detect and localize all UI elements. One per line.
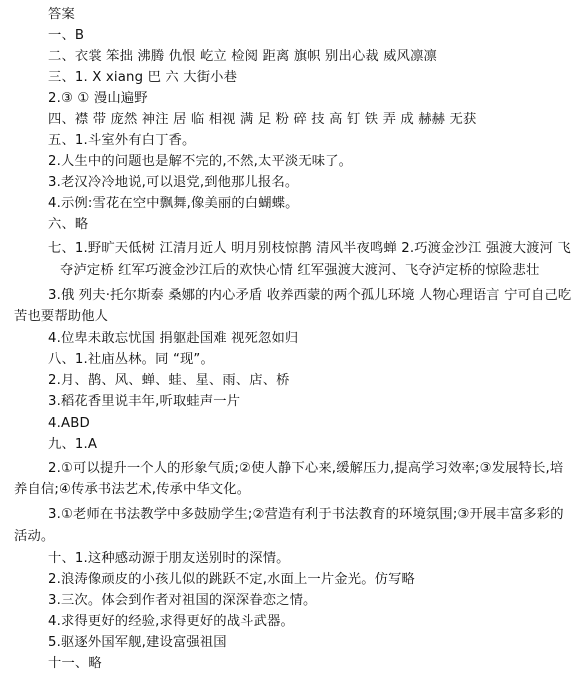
answer-section-4: 四、襟 带 庞然 神注 居 临 相视 满 足 粉 碎 技 高 钉 铁 弄 成 赫赫 无获 <box>48 112 477 128</box>
answer-section-10-q3: 3.三次。体会到作者对祖国的深深眷恋之情。 <box>48 592 317 608</box>
answer-section-10-q2: 2.浪涛像顽皮的小孩儿似的跳跃不定,水面上一片金光。仿写略 <box>48 571 415 587</box>
answer-section-8-q2: 2.月、鹊、风、蝉、蛙、星、雨、店、桥 <box>48 373 290 389</box>
answer-section-8-q1: 八、1.社庙丛林。同 “现”。 <box>48 352 214 368</box>
answer-section-3-q2: 2.③ ① 漫山遍野 <box>48 91 148 107</box>
answer-section-9-q2-text: 2.①可以提升一个人的形象气质;②使人静下心来,缓解压力,提高学习效率;③发展特长,培养自信;④传承书法艺术,传承中华文化。 <box>14 460 564 498</box>
answer-section-9-q3 <box>14 504 575 547</box>
answer-section-7-q1-q2 <box>48 238 575 281</box>
answer-section-11: 十一、略 <box>48 655 102 671</box>
answer-section-7-q3-text: 3.俄 列夫·托尔斯泰 桑娜的内心矛盾 收养西蒙的两个孤儿环境 人物心理语言 宁可自己吃苦也要帮助他人 <box>14 287 572 325</box>
answer-section-5-q3: 3.老汉冷冷地说,可以退党,到他那儿报名。 <box>48 175 299 191</box>
answer-section-9-q2 <box>14 458 575 501</box>
answer-section-7-q1-q2-text: 七、1.野旷天低树 江清月近人 明月别枝惊鹊 清风半夜鸣蝉 2.巧渡金沙江 强渡大渡河 飞夺泸定桥 红军巧渡金沙江后的欢快心情 红军强渡大渡河、飞夺泸定桥的惊险悲壮 <box>48 241 571 278</box>
answer-section-10-q1: 十、1.这种感动源于朋友送别时的深情。 <box>48 550 290 566</box>
answer-section-2: 二、衣裳 笨拙 沸腾 仇恨 屹立 检阅 距离 旗帜 别出心裁 威风凛凛 <box>48 49 438 65</box>
answer-section-7-q4: 4.位卑未敢忘忧国 捐躯赴国难 视死忽如归 <box>48 331 299 347</box>
answer-section-10-q5: 5.驱逐外国军舰,建设富强祖国 <box>48 634 227 650</box>
answer-section-9-q3-text: 3.①老师在书法教学中多鼓励学生;②营造有利于书法教育的环境氛围;③开展丰富多彩的活动。 <box>14 507 564 544</box>
answer-section-9-q1: 九、1.A <box>48 436 98 452</box>
answer-section-1: 一、B <box>48 28 85 44</box>
answer-section-5-q2: 2.人生中的问题也是解不完的,不然,太平淡无味了。 <box>48 154 353 170</box>
answer-section-6: 六、略 <box>48 217 89 233</box>
answer-section-5-q1: 五、1.斗室外有白丁香。 <box>48 133 196 149</box>
answer-section-10-q4: 4.求得更好的经验,求得更好的战斗武器。 <box>48 613 294 629</box>
answer-section-8-q4: 4.ABD <box>48 415 90 431</box>
answer-section-5-q4: 4.示例:雪花在空中飘舞,像美丽的白蝴蝶。 <box>48 196 299 212</box>
answer-section-3-q1: 三、1. X xiang 巴 六 大街小巷 <box>48 70 238 86</box>
document-title: 答案 <box>48 7 75 22</box>
answer-section-7-q3 <box>14 285 575 328</box>
answer-section-8-q3: 3.稻花香里说丰年,听取蛙声一片 <box>48 394 241 410</box>
